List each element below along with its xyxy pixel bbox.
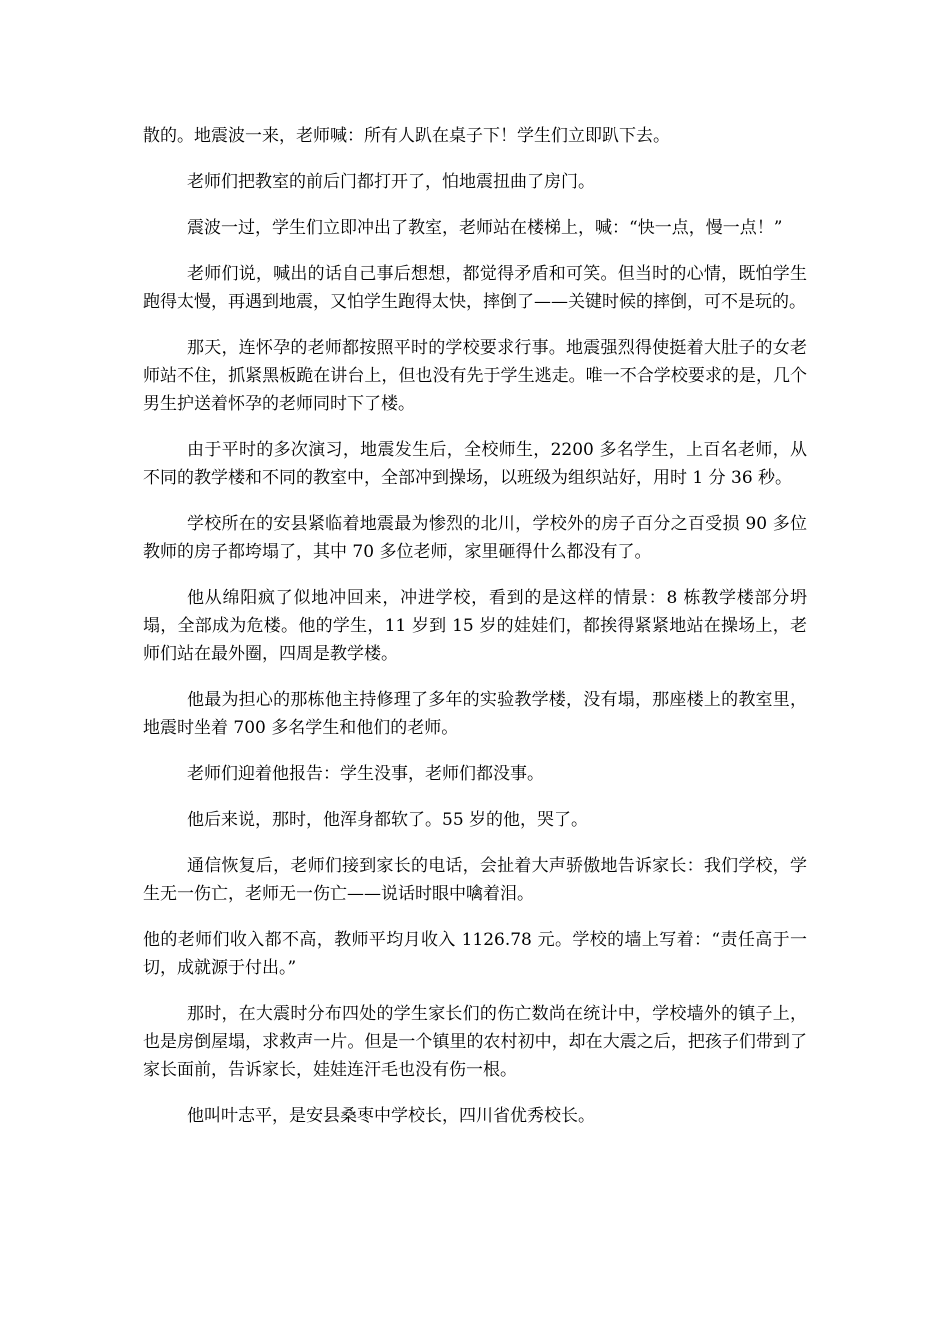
- paragraph-5: 那天，连怀孕的老师都按照平时的学校要求行事。地震强烈得使挺着大肚子的女老师站不住，抓紧黑板跪在讲台上，但也没有先于学生逃走。唯一不合学校要求的是，几个男生护送着怀孕的老师同时下了楼。: [143, 338, 807, 414]
- paragraph-4: 老师们说，喊出的话自己事后想想，都觉得矛盾和可笑。但当时的心情，既怕学生跑得太慢，再遇到地震，又怕学生跑得太快，摔倒了——关键时候的摔倒，可不是玩的。: [143, 264, 807, 312]
- paragraph-7: 学校所在的安县紧临着地震最为惨烈的北川，学校外的房子百分之百受损 90 多位教师的房子都垮塌了，其中 70 多位老师，家里砸得什么都没有了。: [143, 514, 807, 562]
- paragraph-10: 老师们迎着他报告：学生没事，老师们都没事。: [187, 764, 544, 784]
- paragraph-13: 他的老师们收入都不高，教师平均月收入 1126.78 元。学校的墙上写着：“责任高于一切，成就源于付出。”: [143, 930, 807, 978]
- paragraph-9: 他最为担心的那栋他主持修理了多年的实验教学楼，没有塌，那座楼上的教室里，地震时坐着 700 多名学生和他们的老师。: [143, 690, 807, 738]
- paragraph-2: 老师们把教室的前后门都打开了，怕地震扭曲了房门。: [187, 172, 595, 192]
- paragraph-15: 他叫叶志平，是安县桑枣中学校长，四川省优秀校长。: [187, 1106, 595, 1126]
- paragraph-1: 散的。地震波一来，老师喊：所有人趴在桌子下！学生们立即趴下去。: [143, 126, 670, 146]
- article-body: [143, 122, 807, 1148]
- paragraph-6: 由于平时的多次演习，地震发生后，全校师生，2200 多名学生，上百名老师，从不同的教学楼和不同的教室中，全部冲到操场，以班级为组织站好，用时 1 分 36 秒。: [143, 440, 807, 488]
- paragraph-8: 他从绵阳疯了似地冲回来，冲进学校，看到的是这样的情景：8 栋教学楼部分坍塌，全部成为危楼。他的学生，11 岁到 15 岁的娃娃们，都挨得紧紧地站在操场上，老师们站在最外圈，四周是教学楼。: [143, 588, 807, 664]
- paragraph-3: 震波一过，学生们立即冲出了教室，老师站在楼梯上，喊：“快一点，慢一点！”: [187, 218, 783, 238]
- paragraph-14: 那时，在大震时分布四处的学生家长们的伤亡数尚在统计中，学校墙外的镇子上，也是房倒屋塌，求救声一片。但是一个镇里的农村初中，却在大震之后，把孩子们带到了家长面前，告诉家长，娃娃连汗毛也没有伤一根。: [143, 1004, 807, 1080]
- paragraph-11: 他后来说，那时，他浑身都软了。55 岁的他，哭了。: [187, 810, 589, 830]
- paragraph-12: 通信恢复后，老师们接到家长的电话，会扯着大声骄傲地告诉家长：我们学校，学生无一伤亡，老师无一伤亡——说话时眼中噙着泪。: [143, 856, 807, 904]
